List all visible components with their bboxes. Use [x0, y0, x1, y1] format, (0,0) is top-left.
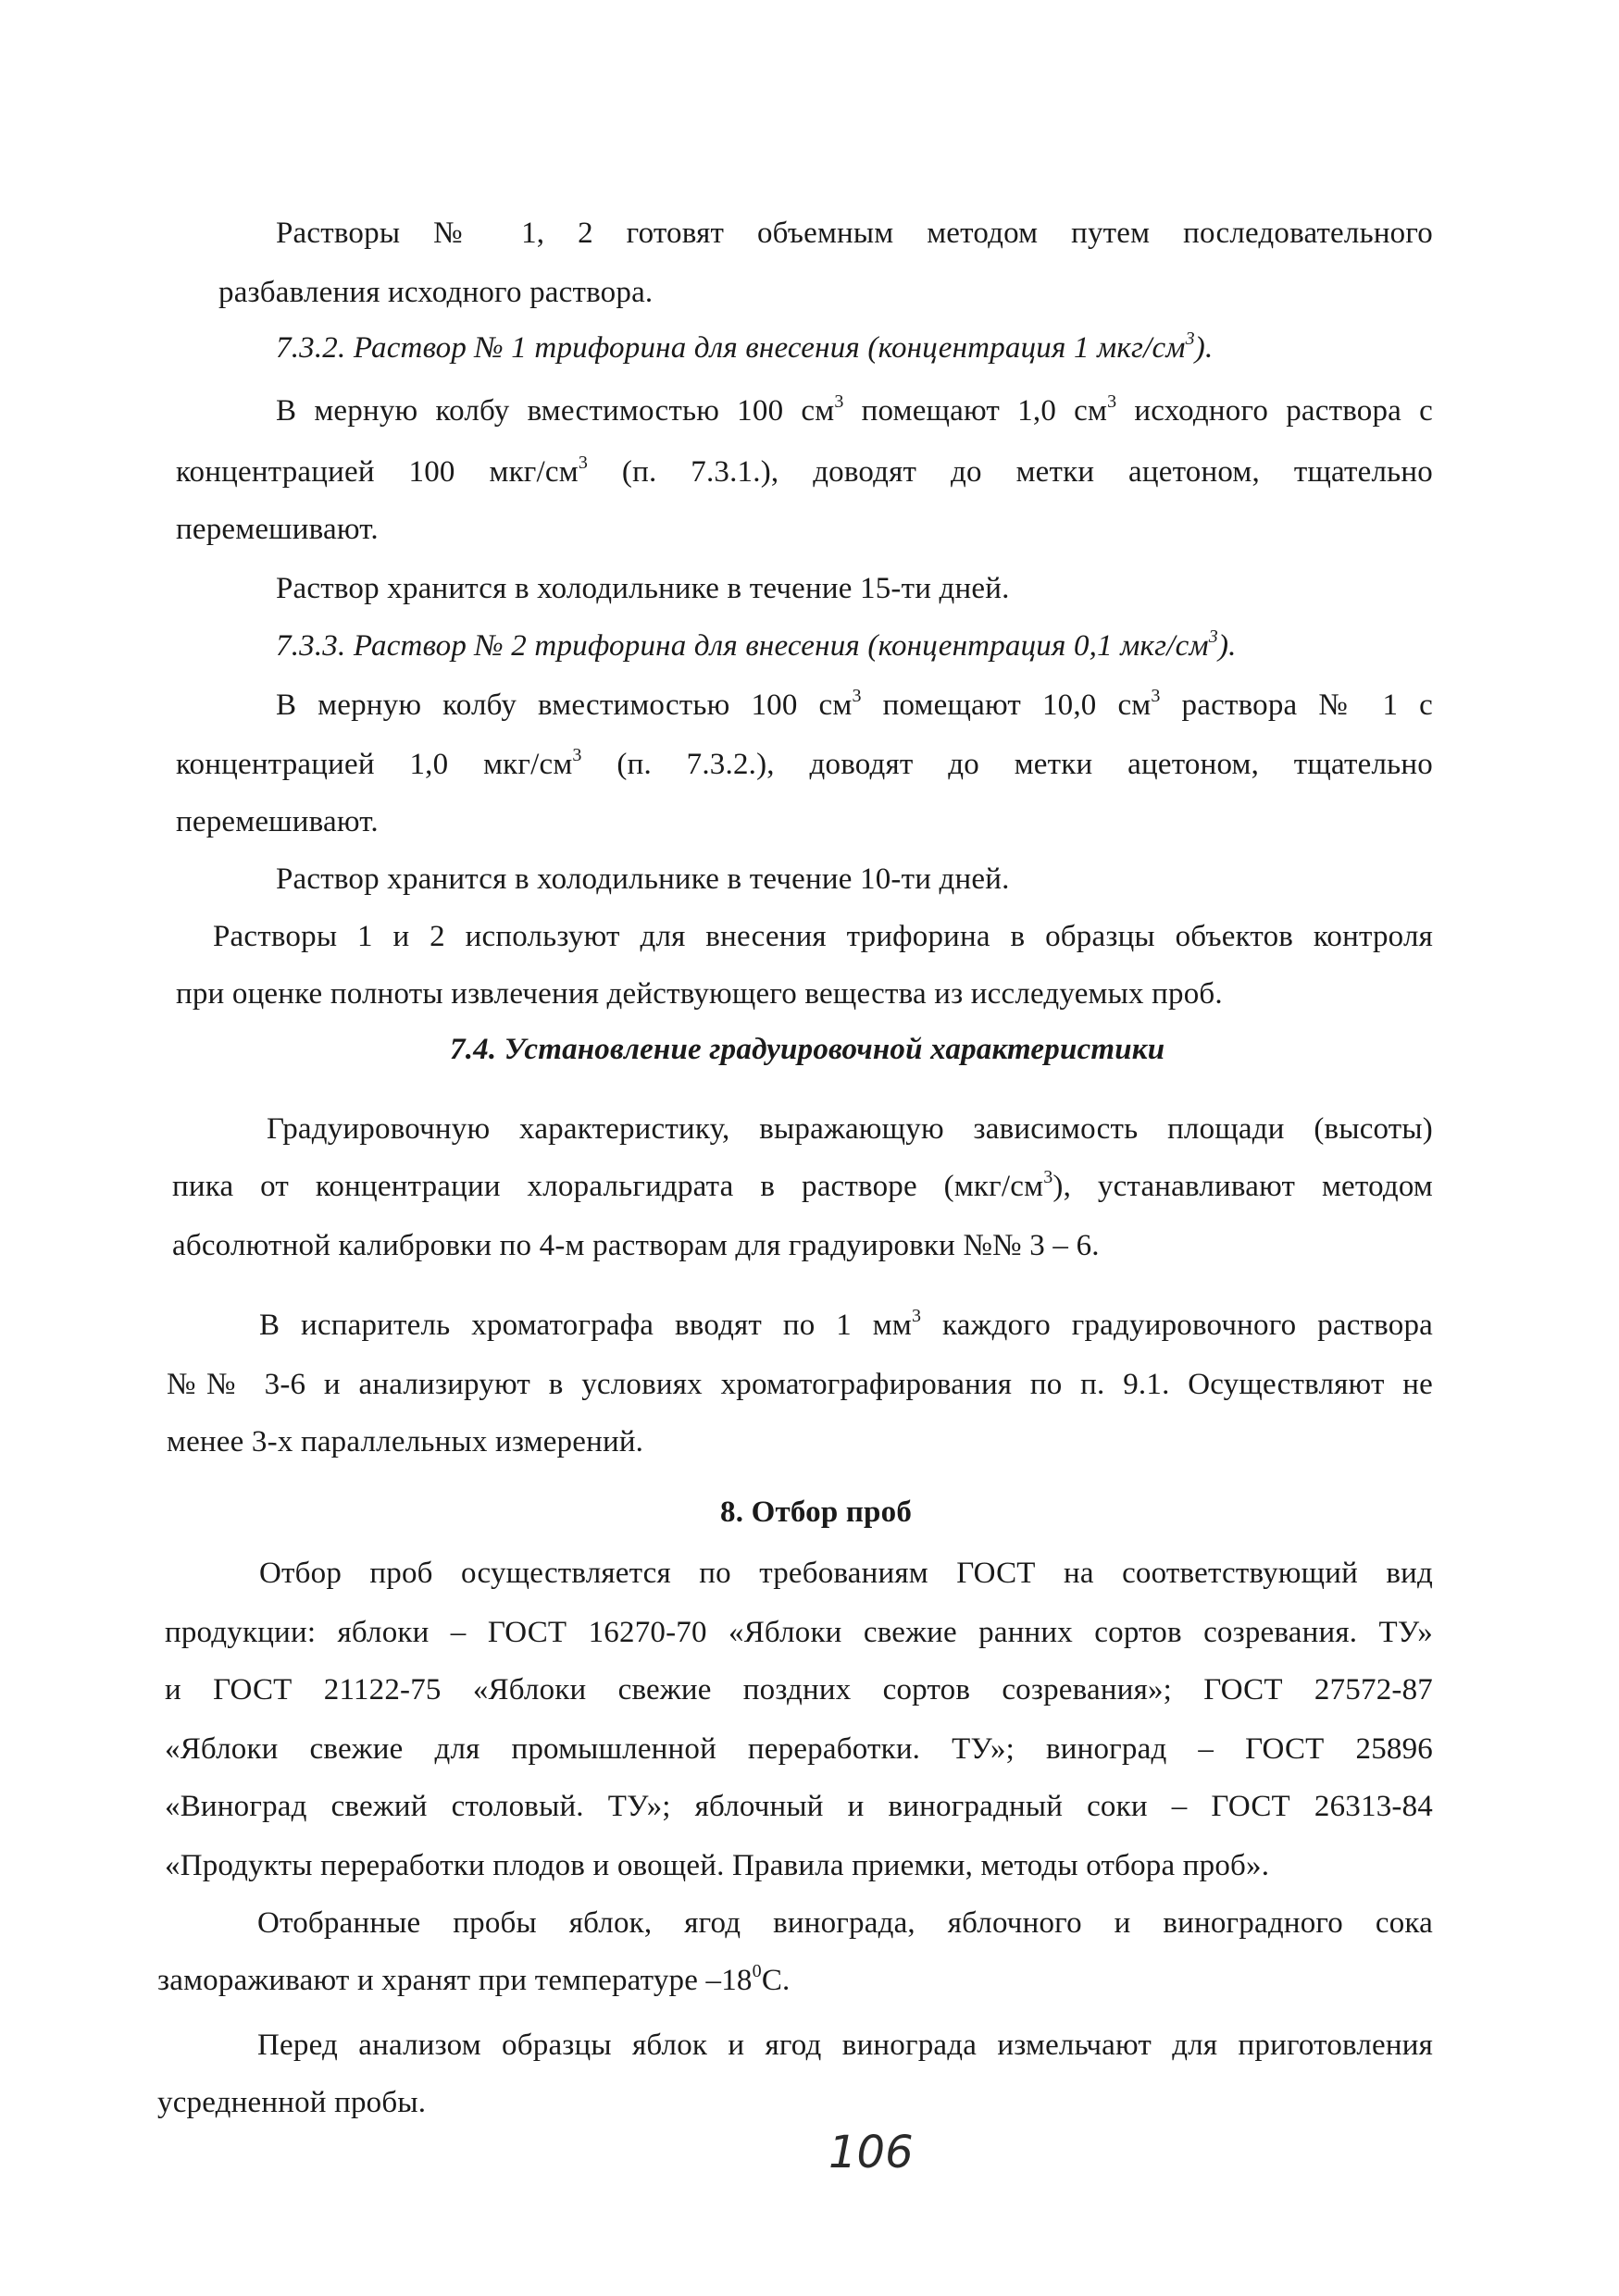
paragraph-line: перемешивают.: [176, 513, 379, 546]
paragraph-line: В мерную колбу вместимостью 100 $см^3$ помещают 1,0 $см^3$ исходного раствора с: [276, 391, 1433, 428]
paragraph-line: абсолютной калибровки по 4-м растворам для градуировки №№ 3 – 6.: [172, 1229, 1100, 1262]
paragraph-line: концентрацией 1,0 мкг/$см^3$ (п. 7.3.2.), доводят до метки ацетоном, тщательно: [176, 745, 1433, 781]
paragraph-line: Раствор хранится в холодильнике в течение 15-ти дней.: [276, 572, 1010, 605]
paragraph-line: разбавления исходного раствора.: [218, 276, 654, 309]
section-heading-8: 8. Отбор проб: [720, 1496, 913, 1529]
paragraph-line: «Продукты переработки плодов и овощей. Правила приемки, методы отбора проб».: [165, 1849, 1270, 1882]
paragraph-line: Отобранные пробы яблок, ягод винограда, яблочного и виноградного сока: [257, 1906, 1433, 1940]
paragraph-line: Растворы 1 и 2 используют для внесения трифорина в образцы объектов контроля: [213, 920, 1433, 953]
paragraph-line: концентрацией 100 мкг/$см^3$ (п. 7.3.1.), доводят до метки ацетоном, тщательно: [176, 453, 1433, 489]
paragraph-line: Отбор проб осуществляется по требованиям ГОСТ на соответствующий вид: [259, 1557, 1433, 1590]
paragraph-line: замораживают и хранят при температуре $-18^0С$.: [157, 1961, 791, 1997]
paragraph-line: Градуировочную характеристику, выражающую зависимость площади (высоты): [267, 1112, 1433, 1146]
paragraph-line: перемешивают.: [176, 805, 379, 838]
subsection-heading-7-3-3: 7.3.3. Раствор № 2 трифорина для внесения (концентрация 0,1 мкг/$см^3$).: [276, 627, 1237, 663]
paragraph-line: пика от концентрации хлоральгидрата в растворе $(мкг/см^3)$, устанавливают методом: [172, 1167, 1433, 1203]
paragraph-line: Раствор хранится в холодильнике в течение 10-ти дней.: [276, 863, 1010, 896]
paragraph-line: В испаритель хроматографа вводят по 1 $мм^3$ каждого градуировочного раствора: [259, 1306, 1433, 1342]
paragraph-line: Перед анализом образцы яблок и ягод винограда измельчают для приготовления: [257, 2029, 1433, 2062]
paragraph-line: продукции: яблоки – ГОСТ 16270-70 «Яблоки свежие ранних сортов созревания. ТУ»: [165, 1616, 1433, 1649]
paragraph-line: «Виноград свежий столовый. ТУ»; яблочный и виноградный соки – ГОСТ 26313-84: [165, 1790, 1433, 1823]
paragraph-line: №№ 3-6 и анализируют в условиях хроматографирования по п. 9.1. Осуществляют не: [167, 1368, 1433, 1401]
subsection-heading-7-3-2: 7.3.2. Раствор № 1 трифорина для внесения (концентрация 1 мкг/$см^3$).: [276, 329, 1214, 365]
paragraph-line: «Яблоки свежие для промышленной переработки. ТУ»; виноград – ГОСТ 25896: [165, 1732, 1433, 1766]
paragraph-line: В мерную колбу вместимостью 100 $см^3$ помещают 10,0 $см^3$ раствора № 1 с: [276, 686, 1433, 722]
paragraph-line: при оценке полноты извлечения действующего вещества из исследуемых проб.: [176, 977, 1223, 1011]
paragraph-line: Растворы № 1, 2 готовят объемным методом путем последовательного: [276, 217, 1433, 250]
paragraph-line: менее 3-х параллельных измерений.: [167, 1425, 644, 1458]
paragraph-line: усредненной пробы.: [157, 2086, 427, 2119]
page-number: 106: [828, 2127, 914, 2178]
section-heading-7-4: 7.4. Установление градуировочной характеристики: [450, 1033, 1165, 1066]
paragraph-line: и ГОСТ 21122-75 «Яблоки свежие поздних сортов созревания»; ГОСТ 27572-87: [165, 1673, 1433, 1706]
